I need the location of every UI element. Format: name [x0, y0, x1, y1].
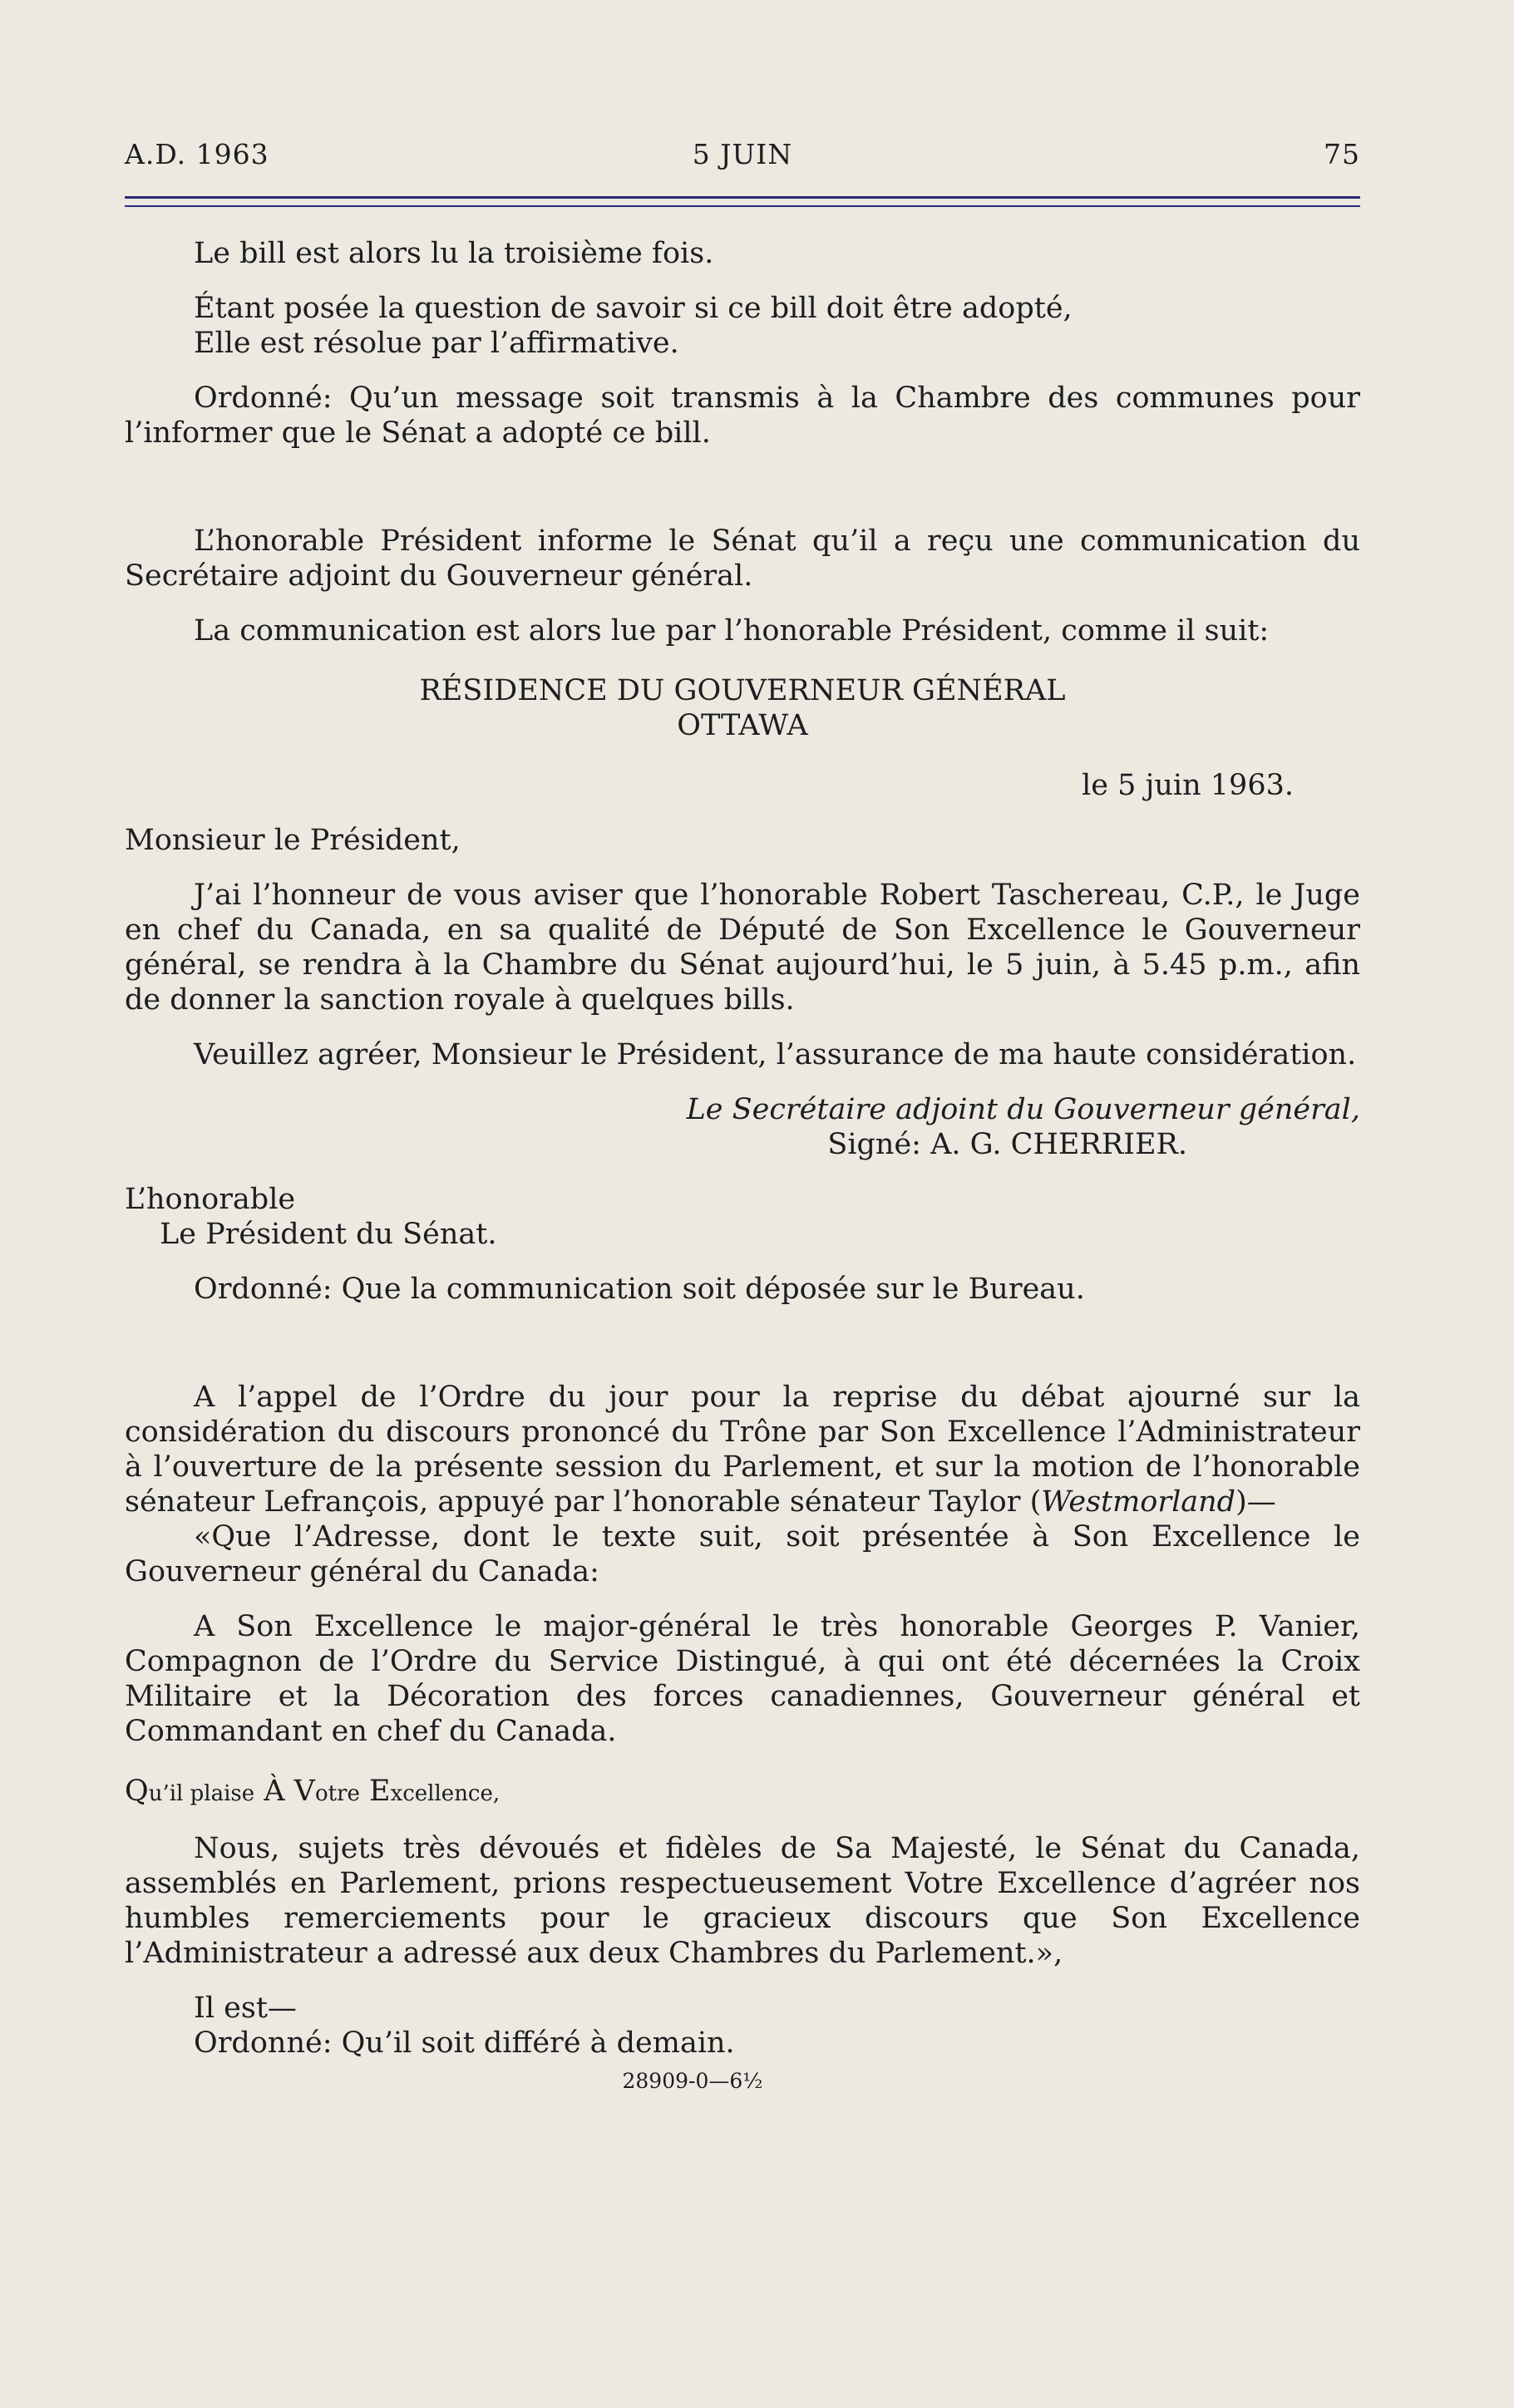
text-italic: Westmorland [1041, 1485, 1236, 1519]
salutation: Monsieur le Président, [125, 824, 461, 857]
paragraph: Veuillez agréer, Monsieur le Président, l’assurance de ma haute considération. [194, 1038, 1357, 1071]
text: Q [125, 1775, 149, 1808]
header-year: A.D. 1963 [125, 138, 269, 170]
header-date: 5 JUIN [692, 138, 793, 170]
paragraph: J’ai l’honneur de vous aviser que l’honorable Robert Taschereau, C.P., le Juge en chef du Canada, en sa qualité de Député de Son Excellence le Gouverneur général, se rendra à la Chambre du Sénat aujourd’hui, le 5 juin, à 5.45 p.m., afin de donner la sanction royale à quelques bills. [125, 879, 1360, 1017]
text: xcellence, [390, 1781, 501, 1806]
paragraph [125, 1380, 1360, 1519]
paragraph: Le bill est alors lu la troisième fois. [194, 237, 714, 270]
paragraph: «Que l’Adresse, dont le texte suit, soit présentée à Son Excellence le Gouverneur général du Canada: [125, 1520, 1360, 1588]
address-heading [125, 1774, 1360, 1811]
signature-role: Le Secrétaire adjoint du Gouverneur général, [686, 1093, 1360, 1126]
paragraph: A Son Excellence le major-général le très honorable Georges P. Vanier, Compagnon de l’Ordre du Service Distingué, à qui ont été décernées la Croix Militaire et la Décoration des forces canadiennes, Gouverneur général et Commandant en chef du Canada. [125, 1610, 1360, 1748]
text: E [359, 1775, 391, 1808]
paragraph: Nous, sujets très dévoués et fidèles de Sa Majesté, le Sénat du Canada, assemblés en Parlement, prions respectueusement Votre Excellence d’agréer nos humbles remerciements pour le gracieux discours que Son Excellence l’Administrateur a adressé aux deux Chambres du Parlement.», [125, 1832, 1360, 1970]
paragraph: L’honorable Président informe le Sénat qu’il a reçu une communication du Secrétaire adjoint du Gouverneur général. [125, 524, 1360, 593]
paragraph: Ordonné: Que la communication soit déposée sur le Bureau. [194, 1273, 1085, 1306]
text: laise [204, 1781, 255, 1806]
page-body [125, 236, 1360, 2099]
letter-date: le 5 juin 1963. [1082, 769, 1294, 802]
text: p [183, 1781, 205, 1806]
text: A l’appel de l’Ordre du jour pour la reprise du débat ajourné sur la considération du discours prononcé du Trône par Son Excellence l’Administrateur à l’ouverture de la présente session du Parlement, et sur la motion de l’honorable sénateur Lefrançois, appuyé par l’honorable sénateur Taylor ( [125, 1381, 1360, 1519]
text: otre [314, 1781, 360, 1806]
printer-code: 28909-0—6½ [622, 2069, 763, 2093]
letter-heading: OTTAWA [677, 709, 808, 742]
text: À [254, 1775, 294, 1808]
paragraph: Ordonné: Qu’il soit différé à demain. [194, 2026, 735, 2060]
paragraph: Ordonné: Qu’un message soit transmis à la Chambre des communes pour l’informer que le Sénat a adopté ce bill. [125, 382, 1360, 450]
paragraph: La communication est alors lue par l’honorable Président, comme il suit: [194, 614, 1270, 648]
paragraph: Elle est résolue par l’affirmative. [194, 327, 679, 360]
header-rule [125, 196, 1360, 207]
address-line: Le Président du Sénat. [160, 1218, 497, 1251]
page-number: 75 [1324, 138, 1360, 170]
text: V [293, 1775, 315, 1808]
letter-heading: RÉSIDENCE DU GOUVERNEUR GÉNÉRAL [419, 674, 1066, 707]
paragraph: Il est— [194, 1992, 297, 2025]
text: u’il [148, 1781, 184, 1806]
signature-name: Signé: A. G. CHERRIER. [827, 1128, 1187, 1161]
text: )— [1235, 1485, 1276, 1519]
address-line: L’honorable [125, 1183, 296, 1216]
paragraph: Étant posée la question de savoir si ce bill doit être adopté, [194, 292, 1073, 325]
